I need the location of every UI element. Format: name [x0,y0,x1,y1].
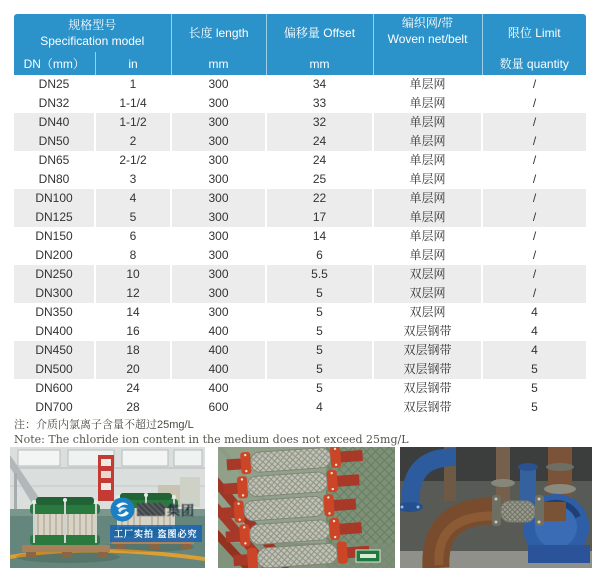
cell-limit: / [482,284,586,303]
cell-offset: 17 [266,208,373,227]
cell-offset: 24 [266,151,373,170]
cell-length: 300 [171,189,266,208]
cell-limit: 5 [482,379,586,398]
cell-limit: 4 [482,303,586,322]
cell-length: 300 [171,132,266,151]
cell-length: 300 [171,113,266,132]
cell-dn: DN300 [14,284,95,303]
cell-limit: / [482,208,586,227]
cell-limit: 5 [482,398,586,417]
cell-in: 10 [95,265,171,284]
cell-dn: DN250 [14,265,95,284]
cell-woven: 双层钢带 [373,379,482,398]
cell-offset: 5.5 [266,265,373,284]
cell-limit: / [482,151,586,170]
header-length: 长度 length [171,14,266,52]
table-row [14,94,586,113]
cell-woven: 单层网 [373,94,482,113]
cell-length: 300 [171,303,266,322]
cell-offset: 4 [266,398,373,417]
cell-in: 20 [95,360,171,379]
cell-in: 3 [95,170,171,189]
cell-dn: DN150 [35,229,73,243]
cell-in: 16 [95,322,171,341]
table-row [14,151,586,170]
cell-dn: DN50 [14,132,95,151]
spec-table-grid [14,14,586,417]
cell-in: 2 [95,132,171,151]
cell-woven: 单层网 [373,75,482,94]
spec-table [14,14,586,417]
cell-woven: 双层钢带 [373,341,482,360]
cell-limit: / [482,227,586,246]
cell-offset: 33 [266,94,373,113]
cell-woven: 双层钢带 [373,398,482,417]
cell-woven: 双层网 [373,284,482,303]
photo-braided-hose-rack [218,447,395,568]
cell-length: 300 [171,170,266,189]
cell-offset: 34 [266,75,373,94]
pump-station-illustration [400,447,592,568]
table-row [14,208,586,227]
cell-woven: 双层网 [373,265,482,284]
cell-woven: 单层网 [373,113,482,132]
subheader-offset-unit: mm [266,52,373,75]
subheader-length-unit: mm [171,52,266,75]
header-woven-zh: 编织网/带 [401,16,454,30]
cell-offset: 5 [266,379,373,398]
cell-limit: 5 [482,360,586,379]
cell-limit: / [482,113,586,132]
header-offset: 偏移量 Offset [266,14,373,52]
cell-limit: / [482,170,586,189]
watermark-ribbon: 工厂实拍 盗图必究 [110,525,202,542]
cell-offset: 5 [266,360,373,379]
table-header [14,14,586,75]
cell-woven: 单层网 [373,246,482,265]
table-row [14,132,586,151]
cell-limit: / [482,94,586,113]
cell-in: 2-1/2 [95,151,171,170]
subheader-in: in [95,52,171,75]
header-spec-en: Specification model [40,34,145,48]
footnote-en: Note: The chloride ion content in the medium does not exceed 25mg/L [14,433,409,446]
cell-limit: / [482,132,586,151]
redacted-company-prefix [137,503,165,516]
cell-dn: DN200 [35,248,73,262]
cell-in: 8 [95,246,171,265]
company-name: 集团 [137,500,195,519]
cell-limit: / [482,189,586,208]
cell-length: 300 [171,208,266,227]
cell-offset: 22 [266,189,373,208]
cell-limit: / [482,75,586,94]
table-body [14,75,586,417]
table-row [14,322,586,341]
cell-woven: 双层钢带 [373,360,482,379]
cell-dn: DN700 [35,400,73,414]
footnote-zh: 注：介质内氯离子含量不超过25mg/L [14,419,194,431]
cell-offset: 5 [266,341,373,360]
cell-woven: 单层网 [373,170,482,189]
cell-woven: 单层网 [373,227,482,246]
cell-length: 400 [171,360,266,379]
cell-dn: DN500 [14,360,95,379]
cell-length: 600 [171,398,266,417]
footnote [14,418,409,447]
cell-in: 12 [95,284,171,303]
table-row [14,360,586,379]
cell-in: 5 [95,208,171,227]
subheader-limit-quantity: 数量 quantity [482,52,586,75]
subheader-dn-mm: DN（mm） [14,52,95,75]
cell-dn: DN450 [14,341,95,360]
company-logo-icon [110,497,135,522]
photo-factory-expansion-joints [10,447,205,568]
table-row [14,246,586,265]
cell-length: 300 [171,227,266,246]
table-row [14,113,586,132]
cell-in: 1-1/4 [95,94,171,113]
cell-dn: DN65 [38,153,70,167]
cell-offset: 5 [266,322,373,341]
cell-limit: / [482,265,586,284]
cell-offset: 14 [266,227,373,246]
factory-watermark [110,497,205,542]
cell-limit: / [482,246,586,265]
cell-offset: 5 [266,303,373,322]
cell-limit: 4 [482,341,586,360]
cell-dn: DN350 [35,305,73,319]
cell-woven: 双层钢带 [373,322,482,341]
cell-woven: 单层网 [373,189,482,208]
header-woven-en: Woven net/belt [387,31,468,46]
table-row [14,75,586,94]
table-row [14,189,586,208]
cell-offset: 25 [266,170,373,189]
cell-length: 400 [171,322,266,341]
cell-offset: 6 [266,246,373,265]
table-row [14,265,586,284]
cell-length: 400 [171,379,266,398]
table-row [14,284,586,303]
cell-length: 400 [171,341,266,360]
cell-woven: 单层网 [373,151,482,170]
cell-in: 4 [95,189,171,208]
cell-in: 6 [95,227,171,246]
cell-offset: 32 [266,113,373,132]
header-limit: 限位 Limit [482,14,586,52]
cell-dn: DN80 [38,172,70,186]
cell-woven: 单层网 [373,132,482,151]
product-photos-row [10,447,592,568]
cell-dn: DN400 [35,324,73,338]
cell-in: 1 [95,75,171,94]
cell-length: 300 [171,284,266,303]
cell-in: 28 [95,398,171,417]
cell-length: 300 [171,265,266,284]
cell-dn: DN600 [35,381,73,395]
table-row [14,227,586,246]
cell-dn: DN125 [14,208,95,227]
header-spec-zh: 规格型号 [68,18,117,33]
table-row [14,170,586,189]
header-woven-net-belt [373,14,482,75]
header-specification-model [14,14,171,52]
cell-in: 18 [95,341,171,360]
cell-length: 300 [171,94,266,113]
cell-in: 24 [95,379,171,398]
photo-pump-station [400,447,592,568]
cell-dn: DN100 [14,189,95,208]
cell-offset: 5 [266,284,373,303]
cell-in: 14 [95,303,171,322]
cell-dn: DN40 [14,113,95,132]
table-row [14,341,586,360]
cell-woven: 单层网 [373,208,482,227]
cell-offset: 24 [266,132,373,151]
cell-length: 300 [171,246,266,265]
cell-in: 1-1/2 [95,113,171,132]
hose-rack-illustration [218,447,395,568]
table-row [14,303,586,322]
cell-woven: 双层网 [373,303,482,322]
table-row [14,398,586,417]
cell-length: 300 [171,151,266,170]
cell-length: 300 [171,75,266,94]
cell-limit: 4 [482,322,586,341]
cell-dn: DN25 [38,77,70,91]
table-row [14,379,586,398]
cell-dn: DN32 [38,96,70,110]
